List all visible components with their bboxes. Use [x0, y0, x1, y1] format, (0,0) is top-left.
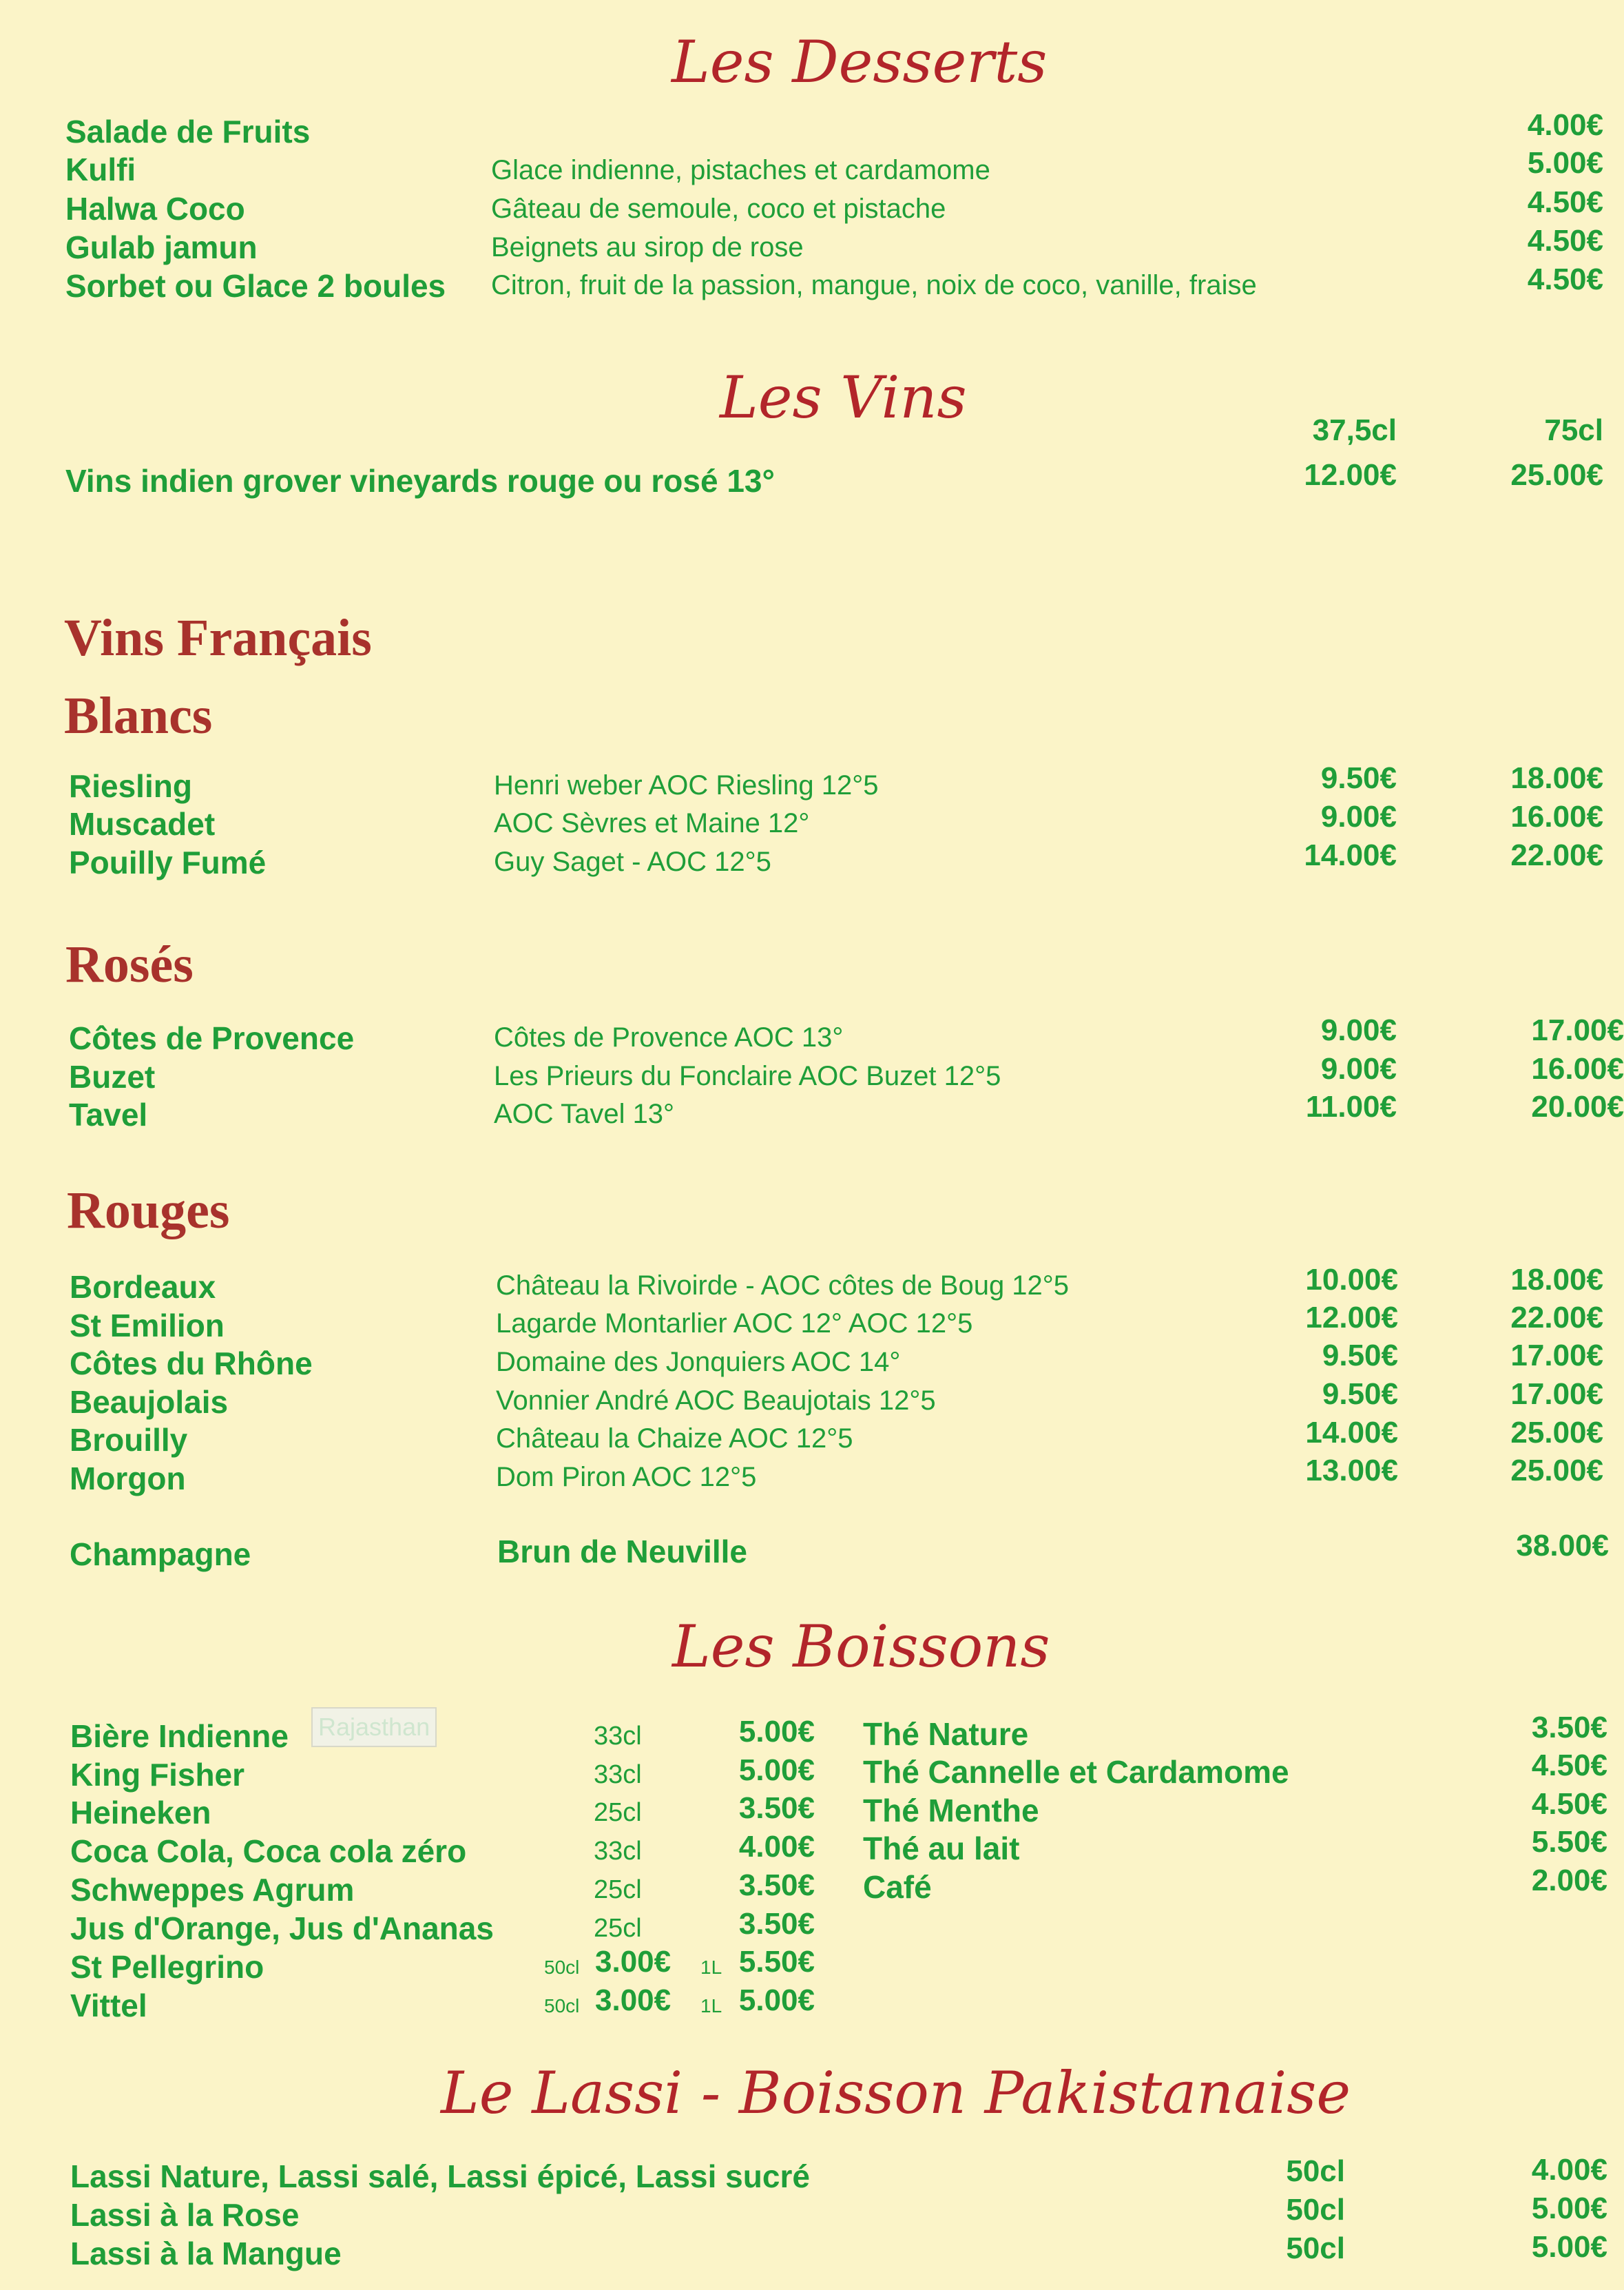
- drink-size: 33cl: [594, 1760, 642, 1789]
- wine-price-small: 12.00€: [1305, 1301, 1398, 1334]
- drink-size: 25cl: [594, 1798, 642, 1827]
- champagne-description: Brun de Neuville: [497, 1534, 747, 1569]
- hot-drink-name: Thé Menthe: [863, 1793, 1039, 1828]
- vin-indien-name: Vins indien grover vineyards rouge ou rosé 13°: [65, 463, 775, 499]
- lassi-price: 4.00€: [1531, 2153, 1607, 2187]
- wine-price-large: 18.00€: [1510, 761, 1603, 795]
- vin-indien-price-large: 25.00€: [1510, 458, 1603, 492]
- dessert-description: Glace indienne, pistaches et cardamome: [491, 155, 990, 185]
- water-name: St Pellegrino: [70, 1949, 264, 1985]
- lassi-size: 50cl: [1286, 2193, 1345, 2227]
- drink-size: 25cl: [594, 1914, 642, 1943]
- roses-heading: Rosés: [65, 936, 194, 993]
- wine-description: AOC Tavel 13°: [494, 1099, 675, 1129]
- wine-price-small: 9.00€: [1320, 800, 1397, 834]
- wine-description: Domaine des Jonquiers AOC 14°: [496, 1347, 901, 1377]
- lassi-price: 5.00€: [1531, 2191, 1607, 2225]
- wine-name: Morgon: [70, 1461, 186, 1496]
- wine-price-large: 16.00€: [1531, 1052, 1624, 1086]
- wine-description: Lagarde Montarlier AOC 12° AOC 12°5: [496, 1308, 973, 1339]
- hot-drink-price: 4.50€: [1531, 1749, 1607, 1782]
- wine-name: Tavel: [69, 1097, 148, 1133]
- drink-name: Coca Cola, Coca cola zéro: [70, 1833, 467, 1869]
- hot-drink-name: Thé Nature: [863, 1716, 1029, 1752]
- wine-price-small: 9.50€: [1320, 761, 1397, 795]
- wine-name: Beaujolais: [70, 1384, 229, 1420]
- drink-name: Jus d'Orange, Jus d'Ananas: [70, 1910, 494, 1946]
- drink-name: Heineken: [70, 1795, 211, 1830]
- wine-price-small: 9.00€: [1320, 1013, 1397, 1047]
- wine-price-large: 25.00€: [1510, 1416, 1603, 1450]
- wine-description: Château la Chaize AOC 12°5: [496, 1423, 853, 1454]
- wine-price-large: 20.00€: [1531, 1090, 1624, 1124]
- wine-price-large: 25.00€: [1510, 1454, 1603, 1487]
- wine-name: Brouilly: [70, 1422, 188, 1458]
- rouges-heading: Rouges: [67, 1182, 230, 1239]
- drink-name: Bière Indienne: [70, 1718, 289, 1754]
- wine-description: AOC Sèvres et Maine 12°: [494, 808, 810, 838]
- wine-name: Bordeaux: [70, 1269, 216, 1305]
- wine-name: Côtes du Rhône: [70, 1345, 313, 1381]
- lassi-size: 50cl: [1286, 2154, 1345, 2188]
- wine-name: Muscadet: [69, 806, 216, 842]
- desserts-title: Les Desserts: [672, 28, 1048, 96]
- hot-drink-price: 5.50€: [1531, 1825, 1607, 1859]
- drink-price: 4.00€: [738, 1830, 815, 1864]
- vins-title: Les Vins: [720, 364, 967, 431]
- wine-price-large: 22.00€: [1510, 1301, 1603, 1334]
- wine-name: Riesling: [69, 768, 192, 804]
- dessert-name: Kulfi: [65, 152, 136, 187]
- drink-name: King Fisher: [70, 1757, 245, 1793]
- drink-price: 5.00€: [738, 1715, 815, 1749]
- dessert-name: Halwa Coco: [65, 191, 245, 227]
- dessert-description: Gâteau de semoule, coco et pistache: [491, 194, 946, 224]
- wine-description: Vonnier André AOC Beaujotais 12°5: [496, 1385, 936, 1416]
- dessert-price: 5.00€: [1527, 146, 1603, 180]
- champagne-name: Champagne: [70, 1536, 251, 1572]
- water-price-large: 5.50€: [738, 1945, 815, 1979]
- wine-price-large: 17.00€: [1510, 1377, 1603, 1411]
- dessert-price: 4.00€: [1527, 108, 1603, 142]
- dessert-description: Citron, fruit de la passion, mangue, noix de coco, vanille, fraise: [491, 270, 1257, 300]
- wine-price-small: 9.50€: [1322, 1377, 1398, 1411]
- water-size-large: 1L: [700, 1957, 722, 1978]
- boissons-title: Les Boissons: [672, 1613, 1050, 1680]
- col-header-37cl: 37,5cl: [1312, 413, 1397, 447]
- hot-drink-name: Thé au lait: [863, 1830, 1020, 1866]
- wine-price-small: 9.00€: [1320, 1052, 1397, 1086]
- dessert-name: Sorbet ou Glace 2 boules: [65, 268, 446, 304]
- wine-description: Guy Saget - AOC 12°5: [494, 847, 771, 877]
- lassi-name: Lassi à la Mangue: [70, 2236, 342, 2271]
- drink-price: 3.50€: [738, 1791, 815, 1825]
- blancs-heading: Blancs: [64, 687, 213, 745]
- hot-drink-price: 3.50€: [1531, 1711, 1607, 1744]
- col-header-75cl: 75cl: [1544, 413, 1603, 447]
- drink-size: 33cl: [594, 1722, 642, 1751]
- wine-name: Buzet: [69, 1059, 156, 1095]
- rajasthan-sticker: Rajasthan: [311, 1707, 437, 1747]
- wine-price-small: 9.50€: [1322, 1339, 1398, 1372]
- wine-price-small: 14.00€: [1304, 838, 1397, 872]
- water-price-small: 3.00€: [595, 1945, 672, 1979]
- dessert-price: 4.50€: [1527, 224, 1603, 258]
- wine-price-small: 13.00€: [1305, 1454, 1398, 1487]
- hot-drink-name: Café: [863, 1869, 932, 1905]
- drink-size: 33cl: [594, 1837, 642, 1866]
- wine-description: Côtes de Provence AOC 13°: [494, 1022, 844, 1053]
- dessert-price: 4.50€: [1527, 262, 1603, 296]
- wine-price-small: 11.00€: [1305, 1090, 1397, 1124]
- lassi-size: 50cl: [1286, 2231, 1345, 2265]
- wine-price-large: 22.00€: [1510, 838, 1603, 872]
- dessert-name: Salade de Fruits: [65, 114, 311, 149]
- wine-description: Dom Piron AOC 12°5: [496, 1462, 757, 1492]
- drink-name: Schweppes Agrum: [70, 1872, 355, 1908]
- lassi-price: 5.00€: [1531, 2230, 1607, 2264]
- wine-price-large: 17.00€: [1531, 1013, 1624, 1047]
- vins-francais-heading: Vins Français: [64, 609, 372, 667]
- water-size-small: 50cl: [544, 1995, 580, 2016]
- drink-size: 25cl: [594, 1875, 642, 1904]
- dessert-price: 4.50€: [1527, 185, 1603, 219]
- drink-price: 3.50€: [738, 1907, 815, 1941]
- hot-drink-price: 2.00€: [1531, 1864, 1607, 1897]
- wine-name: Côtes de Provence: [69, 1020, 355, 1056]
- wine-price-large: 16.00€: [1510, 800, 1603, 834]
- lassi-name: Lassi à la Rose: [70, 2197, 300, 2233]
- wine-description: Henri weber AOC Riesling 12°5: [494, 770, 879, 801]
- lassi-name: Lassi Nature, Lassi salé, Lassi épicé, Lassi sucré: [70, 2158, 810, 2194]
- water-name: Vittel: [70, 1988, 147, 2023]
- drink-price: 5.00€: [738, 1753, 815, 1787]
- champagne-price: 38.00€: [1516, 1529, 1609, 1562]
- wine-description: Les Prieurs du Fonclaire AOC Buzet 12°5: [494, 1061, 1001, 1091]
- wine-price-small: 14.00€: [1305, 1416, 1398, 1450]
- wine-name: St Emilion: [70, 1308, 225, 1343]
- wine-price-large: 18.00€: [1510, 1263, 1603, 1297]
- water-price-small: 3.00€: [595, 1983, 672, 2017]
- wine-price-large: 17.00€: [1510, 1339, 1603, 1372]
- hot-drink-price: 4.50€: [1531, 1787, 1607, 1821]
- lassi-title: Le Lassi - Boisson Pakistanaise: [441, 2059, 1351, 2127]
- wine-name: Pouilly Fumé: [69, 845, 267, 880]
- wine-price-small: 10.00€: [1305, 1263, 1398, 1297]
- water-price-large: 5.00€: [738, 1983, 815, 2017]
- hot-drink-name: Thé Cannelle et Cardamome: [863, 1754, 1289, 1790]
- water-size-large: 1L: [700, 1995, 722, 2016]
- dessert-description: Beignets au sirop de rose: [491, 232, 804, 262]
- dessert-name: Gulab jamun: [65, 229, 258, 265]
- vin-indien-price-small: 12.00€: [1304, 458, 1397, 492]
- wine-description: Château la Rivoirde - AOC côtes de Boug 12°5: [496, 1270, 1070, 1301]
- drink-price: 3.50€: [738, 1868, 815, 1902]
- water-size-small: 50cl: [544, 1957, 580, 1978]
